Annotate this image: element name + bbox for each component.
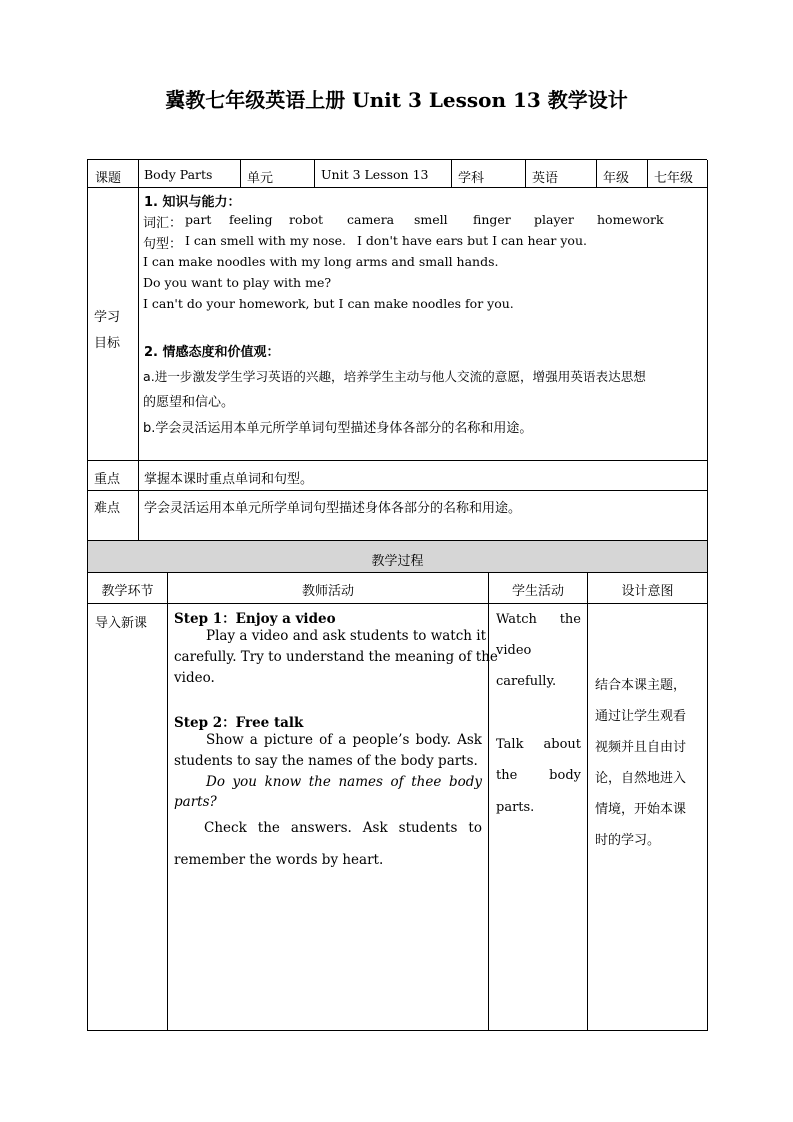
step-2-check-a: Check the answers. Ask students to (204, 820, 482, 836)
sentence-5: I can't do your homework, but I can make noodles for you. (143, 296, 514, 311)
step-2-text-a: Show a picture of a people’s body. Ask (206, 732, 482, 748)
topic-value: Body Parts (139, 160, 241, 188)
column-header-stage: 教学环节 (88, 573, 168, 604)
step-2-question-b: parts? (174, 794, 217, 810)
intent-line-2: 通过让学生观看 (595, 709, 687, 724)
attitude-heading: 2. 情感态度和价值观： (144, 345, 280, 360)
vocab-label: 词汇： (143, 216, 183, 231)
teacher-activity (168, 604, 498, 1031)
difficult-points-text: 学会灵活运用本单元所学单词句型描述身体各部分的名称和用途。 (139, 491, 708, 541)
sentence-label: 句型： (143, 237, 183, 252)
vocab-word: finger (473, 212, 511, 227)
column-header-student: 学生活动 (489, 573, 588, 604)
vocab-word: robot (289, 212, 324, 227)
step-1-text-c: video. (174, 670, 215, 686)
topic-label: 课题 (88, 160, 139, 188)
intent-line-3: 视频并且自由讨 (595, 740, 687, 755)
sentence-2: I don't have ears but I can hear you. (357, 233, 587, 248)
vocab-word: smell (414, 212, 448, 227)
grade-value: 七年级 (648, 160, 708, 188)
attitude-item-a-line-1: a.进一步激发学生学习英语的兴趣，培养学生主动与他人交流的意愿，增强用英语表达思想 (143, 369, 646, 384)
vocab-word: part (185, 212, 212, 227)
objectives-label (88, 188, 139, 461)
key-points-label: 重点 (88, 461, 139, 491)
lesson-info-table (87, 159, 707, 540)
step-2-check-b: remember the words by heart. (174, 852, 384, 868)
vocab-word: feeling (229, 212, 273, 227)
student-line-6: parts. (496, 800, 535, 815)
step-1-text-a: Play a video and ask students to watch it (206, 628, 487, 644)
unit-value: Unit 3 Lesson 13 (315, 160, 452, 188)
difficult-points-label: 难点 (88, 491, 139, 541)
student-line-1: Watch the (496, 612, 581, 627)
objectives-label-line-2: 目标 (94, 336, 121, 351)
intent-line-6: 时的学习。 (595, 833, 661, 848)
student-activity (489, 604, 588, 1031)
intent-line-5: 情境，开始本课 (595, 802, 687, 817)
step-2-question-a: Do you know the names of thee body (206, 774, 482, 790)
column-header-intent: 设计意图 (588, 573, 708, 604)
student-line-5: the body (496, 768, 581, 783)
student-line-2: video (496, 643, 532, 658)
subject-value: 英语 (526, 160, 597, 188)
sentence-1: I can smell with my nose. (185, 233, 347, 248)
student-line-3: carefully. (496, 674, 557, 689)
design-intent (588, 604, 708, 1031)
vocab-word: player (534, 212, 574, 227)
document-title: 冀教七年级英语上册 Unit 3 Lesson 13 教学设计 (165, 88, 628, 112)
vocab-word: camera (347, 212, 395, 227)
intent-line-4: 论，自然地进入 (595, 771, 687, 786)
unit-label: 单元 (241, 160, 315, 188)
stage-name: 导入新课 (88, 604, 168, 1031)
column-header-teacher: 教师活动 (168, 573, 489, 604)
key-points-text: 掌握本课时重点单词和句型。 (139, 461, 708, 491)
attitude-item-b: b.学会灵活运用本单元所学单词句型描述身体各部分的名称和用途。 (143, 421, 533, 436)
grade-label: 年级 (597, 160, 648, 188)
step-1-text-b: carefully. Try to understand the meaning of the (174, 649, 498, 665)
intent-line-1: 结合本课主题， (595, 678, 687, 693)
subject-label: 学科 (452, 160, 526, 188)
sentence-3: I can make noodles with my long arms and small hands. (143, 254, 499, 269)
sentence-4: Do you want to play with me? (143, 275, 332, 290)
student-line-4: Talk about (496, 737, 581, 752)
step-1-title: Step 1：Enjoy a video (174, 611, 336, 627)
objectives-content (139, 188, 708, 461)
vocab-word: homework (597, 212, 664, 227)
step-2-title: Step 2：Free talk (174, 715, 304, 731)
step-2-text-b: students to say the names of the body parts. (174, 753, 478, 769)
attitude-item-a-line-2: 的愿望和信心。 (143, 395, 235, 410)
process-table (87, 540, 707, 1031)
process-title: 教学过程 (88, 540, 708, 573)
objectives-label-line-1: 学习 (94, 310, 121, 325)
knowledge-heading: 1. 知识与能力： (144, 195, 241, 210)
